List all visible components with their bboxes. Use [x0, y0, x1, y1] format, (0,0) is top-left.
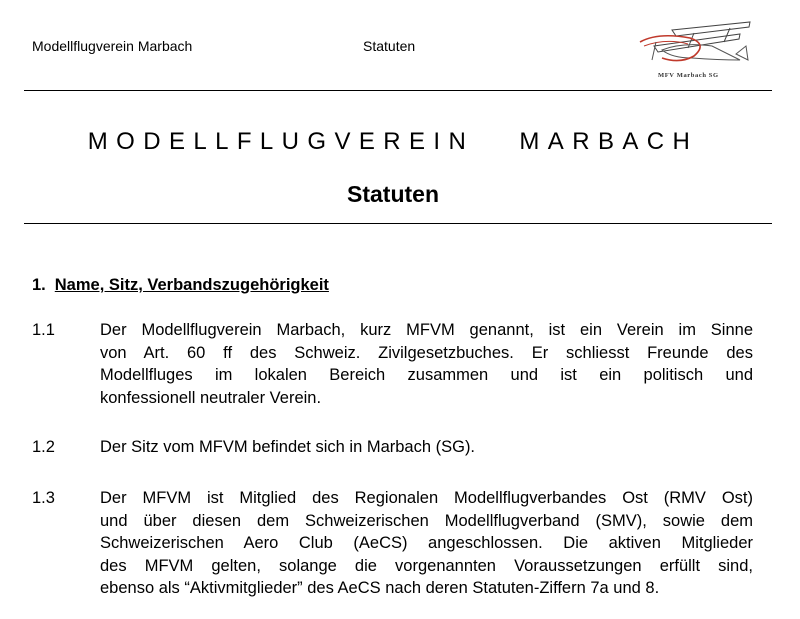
section-heading: [32, 275, 329, 295]
logo-caption: MFV Marbach SG: [658, 72, 719, 79]
clause-text: [100, 319, 753, 409]
clause-line: Modellfluges im lokalen Bereich zusammen und ist ein politisch und: [100, 366, 753, 384]
clause-number: 1.1: [32, 321, 55, 339]
clause-line: Der Sitz vom MFVM befindet sich in Marbach (SG).: [100, 438, 476, 456]
document-subtitle: Statuten: [347, 181, 439, 207]
title-divider: [24, 223, 772, 224]
clause-line: des MFVM gelten, solange die vorgenannten Voraussetzungen erfüllt sind,: [100, 556, 753, 575]
section-number: 1.: [32, 276, 46, 294]
clause-line: von Art. 60 ff des Schweiz. Zivilgesetzbuches. Er schliesst Freunde des: [100, 343, 753, 362]
clause-number: 1.3: [32, 489, 55, 507]
header-divider: [24, 90, 772, 91]
clause-line: Schweizerischen Aero Club (AeCS) angeschlossen. Die aktiven Mitglieder: [100, 534, 753, 552]
document-title: MODELLFLUGVEREIN MARBACH: [87, 128, 699, 155]
clause-text: [100, 487, 753, 600]
clause-line: ebenso als “Aktivmitglieder” des AeCS nach deren Statuten-Ziffern 7a und 8.: [100, 579, 660, 597]
clause-number: 1.2: [32, 438, 55, 456]
clause-text: [100, 436, 753, 459]
model-airplane-icon: [632, 20, 752, 90]
clause-line: konfessionell neutraler Verein.: [100, 388, 322, 407]
clause-line: Der MFVM ist Mitglied des Regionalen Modellflugverbandes Ost (RMV Ost): [100, 489, 753, 507]
section-title: Name, Sitz, Verbandszugehörigkeit: [54, 276, 329, 294]
clause-line: Der Modellflugverein Marbach, kurz MFVM genannt, ist ein Verein im Sinne: [100, 321, 753, 339]
clause-line: und über diesen dem Schweizerischen Modellflugverband (SMV), sowie dem: [100, 511, 753, 530]
header-document-name: Statuten: [363, 38, 416, 54]
header-club-name: Modellflugverein Marbach: [32, 38, 193, 54]
